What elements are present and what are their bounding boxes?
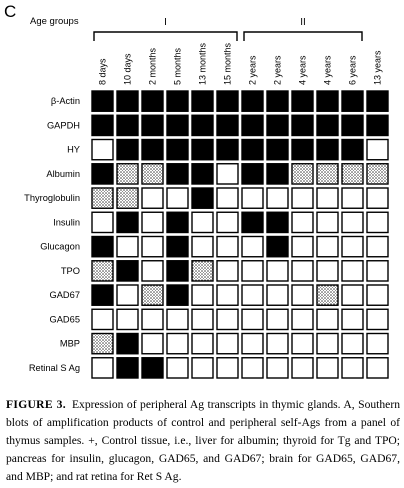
expression-cell (367, 115, 388, 135)
age-label: 2 years (247, 55, 258, 85)
expression-cell (217, 237, 238, 257)
age-label: 15 months (222, 42, 233, 85)
expression-cell (367, 164, 388, 184)
expression-cell (142, 358, 163, 378)
expression-cell (292, 237, 313, 257)
expression-cell (292, 261, 313, 281)
expression-cell (242, 140, 263, 160)
expression-grid (24, 91, 388, 378)
expression-cell (167, 237, 188, 257)
age-label: 6 years (347, 55, 358, 85)
age-label: 10 days (122, 53, 133, 85)
expression-cell (192, 188, 213, 208)
expression-cell (192, 358, 213, 378)
expression-cell (92, 91, 113, 111)
group-label: II (300, 17, 306, 28)
expression-cell (167, 115, 188, 135)
expression-cell (192, 285, 213, 305)
age-label: 4 years (322, 55, 333, 85)
grid-row (51, 91, 388, 111)
row-label: Insulin (53, 217, 80, 228)
row-label: β-Actin (50, 96, 80, 107)
expression-cell (342, 285, 363, 305)
expression-cell (267, 164, 288, 184)
caption-label: FIGURE 3. (6, 398, 66, 411)
age-label: 13 years (372, 50, 383, 85)
expression-cell (317, 309, 338, 329)
expression-cell (317, 188, 338, 208)
age-label: 5 months (172, 47, 183, 85)
row-label: HY (67, 144, 80, 155)
expression-cell (167, 188, 188, 208)
expression-cell (217, 334, 238, 354)
grid-row (60, 334, 388, 354)
expression-cell (142, 285, 163, 305)
expression-cell (217, 140, 238, 160)
expression-cell (317, 285, 338, 305)
row-label: Glucagon (40, 241, 80, 252)
expression-cell (367, 140, 388, 160)
expression-cell (92, 285, 113, 305)
age-group-2 (244, 17, 362, 41)
expression-cell (242, 285, 263, 305)
expression-cell (342, 334, 363, 354)
expression-cell (367, 237, 388, 257)
row-label: GAD67 (49, 290, 80, 301)
grid-row (61, 261, 388, 281)
age-groups-label: Age groups (30, 16, 79, 27)
expression-cell (217, 285, 238, 305)
expression-cell (192, 164, 213, 184)
expression-cell (267, 285, 288, 305)
expression-cell (242, 358, 263, 378)
expression-cell (217, 188, 238, 208)
expression-cell (117, 91, 138, 111)
expression-cell (217, 358, 238, 378)
expression-cell (117, 212, 138, 232)
expression-cell (142, 91, 163, 111)
expression-cell (242, 309, 263, 329)
expression-cell (267, 309, 288, 329)
grid-row (50, 285, 389, 305)
expression-cell (267, 358, 288, 378)
expression-cell (167, 261, 188, 281)
expression-cell (217, 115, 238, 135)
age-label: 2 years (272, 55, 283, 85)
expression-cell (367, 261, 388, 281)
panel-letter: C (4, 2, 17, 21)
expression-cell (117, 237, 138, 257)
row-label: TPO (60, 265, 80, 276)
expression-cell (342, 164, 363, 184)
expression-cell (192, 212, 213, 232)
expression-cell (367, 285, 388, 305)
expression-cell (117, 285, 138, 305)
expression-cell (167, 334, 188, 354)
expression-cell (317, 358, 338, 378)
expression-cell (342, 91, 363, 111)
grid-row (67, 140, 388, 160)
expression-cell (367, 309, 388, 329)
grid-row (50, 309, 389, 329)
expression-cell (267, 237, 288, 257)
expression-cell (117, 334, 138, 354)
expression-cell (192, 237, 213, 257)
expression-cell (292, 358, 313, 378)
expression-cell (142, 164, 163, 184)
expression-cell (192, 334, 213, 354)
expression-cell (142, 309, 163, 329)
expression-cell (217, 91, 238, 111)
row-label: Retinal S Ag (28, 362, 80, 373)
expression-cell (117, 261, 138, 281)
expression-cell (92, 212, 113, 232)
expression-cell (92, 261, 113, 281)
expression-cell (117, 358, 138, 378)
expression-cell (292, 309, 313, 329)
row-label: MBP (59, 338, 80, 349)
expression-cell (92, 115, 113, 135)
group-bracket (244, 32, 362, 41)
expression-cell (117, 164, 138, 184)
expression-cell (267, 334, 288, 354)
expression-cell (367, 334, 388, 354)
row-label: GAD65 (49, 314, 80, 325)
age-label: 8 days (97, 58, 108, 85)
expression-cell (142, 237, 163, 257)
expression-cell (242, 261, 263, 281)
expression-cell (142, 334, 163, 354)
expression-cell (217, 261, 238, 281)
expression-cell (292, 212, 313, 232)
expression-cell (192, 261, 213, 281)
age-group-brackets (94, 17, 362, 41)
grid-row (46, 164, 388, 184)
age-label: 2 months (147, 47, 158, 85)
expression-cell (142, 261, 163, 281)
expression-cell (267, 261, 288, 281)
grid-row (53, 212, 388, 232)
expression-cell (342, 188, 363, 208)
expression-cell (217, 212, 238, 232)
expression-cell (292, 115, 313, 135)
expression-cell (217, 309, 238, 329)
expression-cell (267, 188, 288, 208)
expression-cell (317, 164, 338, 184)
expression-cell (342, 358, 363, 378)
expression-cell (117, 140, 138, 160)
group-bracket (94, 32, 237, 41)
grid-row (24, 188, 388, 208)
expression-cell (317, 115, 338, 135)
expression-cell (267, 140, 288, 160)
expression-cell (117, 188, 138, 208)
expression-cell (292, 188, 313, 208)
expression-cell (192, 91, 213, 111)
row-label: GAPDH (46, 120, 80, 131)
expression-cell (142, 140, 163, 160)
expression-cell (167, 358, 188, 378)
row-label: Albumin (46, 168, 80, 179)
expression-cell (217, 164, 238, 184)
expression-cell (92, 309, 113, 329)
expression-cell (242, 164, 263, 184)
expression-cell (192, 309, 213, 329)
age-column-labels (98, 42, 383, 85)
expression-cell (242, 334, 263, 354)
expression-cell (292, 285, 313, 305)
expression-cell (242, 91, 263, 111)
expression-cell (342, 237, 363, 257)
expression-cell (342, 212, 363, 232)
expression-cell (292, 164, 313, 184)
expression-cell (267, 212, 288, 232)
expression-cell (342, 140, 363, 160)
row-label: Thyroglobulin (24, 193, 80, 204)
expression-cell (317, 334, 338, 354)
expression-cell (317, 237, 338, 257)
expression-cell (267, 91, 288, 111)
expression-cell (342, 261, 363, 281)
expression-cell (342, 309, 363, 329)
expression-cell (317, 91, 338, 111)
expression-cell (242, 188, 263, 208)
expression-cell (117, 309, 138, 329)
expression-cell (192, 140, 213, 160)
expression-cell (367, 188, 388, 208)
expression-cell (167, 309, 188, 329)
expression-cell (167, 140, 188, 160)
expression-cell (117, 115, 138, 135)
expression-cell (92, 358, 113, 378)
expression-cell (242, 237, 263, 257)
figure-caption (6, 396, 400, 486)
expression-cell (342, 115, 363, 135)
expression-cell (92, 334, 113, 354)
age-label: 4 years (297, 55, 308, 85)
expression-cell (92, 140, 113, 160)
expression-cell (242, 212, 263, 232)
grid-row (29, 358, 388, 378)
expression-cell (317, 212, 338, 232)
expression-cell (92, 237, 113, 257)
expression-cell (192, 115, 213, 135)
expression-cell (167, 164, 188, 184)
expression-cell (367, 91, 388, 111)
age-label: 13 months (197, 42, 208, 85)
expression-cell (142, 212, 163, 232)
expression-cell (292, 334, 313, 354)
grid-row (47, 115, 388, 135)
expression-cell (92, 188, 113, 208)
expression-cell (317, 261, 338, 281)
expression-cell (367, 212, 388, 232)
expression-cell (167, 212, 188, 232)
expression-cell (142, 115, 163, 135)
age-group-1 (94, 17, 237, 41)
grid-row (40, 237, 388, 257)
expression-cell (142, 188, 163, 208)
expression-cell (267, 115, 288, 135)
expression-cell (167, 285, 188, 305)
group-label: I (164, 17, 167, 28)
expression-cell (92, 164, 113, 184)
expression-cell (167, 91, 188, 111)
expression-cell (367, 358, 388, 378)
expression-cell (317, 140, 338, 160)
expression-cell (242, 115, 263, 135)
caption-text: Expression of peripheral Ag transcripts in thymic glands. A, Southern blots of amplification products of control and peripheral self-Ags from a panel of thymus samples. +, Control tissue, i.e., liver for albumin; thyroid for Tg and TPO; pancreas for insulin, glucagon, GAD65, and GAD67; brain for GAD65, GAD67, and MBP; and rat retina for Ret S Ag. (6, 398, 400, 483)
expression-cell (292, 91, 313, 111)
expression-cell (292, 140, 313, 160)
